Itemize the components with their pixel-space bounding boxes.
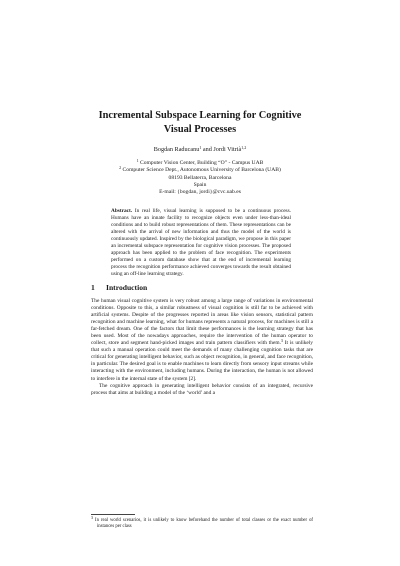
abstract-label: Abstract.	[111, 208, 133, 214]
body-paragraph: The cognitive approach in generating intelligent behavior consists of an integrated, recursive process that aims at building a model of the ‘world’ and a	[91, 382, 313, 396]
footnote-mark: 3	[91, 515, 93, 520]
affiliation-country: Spain	[193, 181, 207, 188]
section-number: 1	[91, 283, 95, 292]
title-line-1: Incremental Subspace Learning for Cognitive	[98, 110, 302, 121]
affiliation-mark: 1	[136, 158, 139, 163]
affiliation-city: 08193 Bellaterra, Barcelona	[168, 174, 232, 181]
title-line-2: Visual Processes	[163, 124, 237, 135]
affiliation-text: Computer Science Dept., Autonomous University of Barcelona (UAB)	[122, 167, 281, 174]
section-heading	[91, 283, 147, 292]
author-name: Bogdan Raducanu	[153, 146, 200, 153]
author-separator: and	[201, 146, 214, 153]
section-body	[91, 298, 313, 397]
footnote-rule	[91, 514, 135, 515]
paper-title	[60, 109, 340, 137]
paragraph-text: It is unlikely that such a manual operation could meet the demands of many challenging cognition tasks that are critical for generating intelligent behavior, such as object recognition, in general, and face recognition, in particular. The desired goal is to enable machines to learn directly from sensory input streams while interacting with the environment, including humans. During the interaction, the human is not allowed to interfere in the internal state of the system [2].	[91, 340, 313, 382]
author-affiliation-mark: 1,2	[241, 145, 247, 150]
footnote	[91, 515, 313, 530]
affiliation-line	[60, 167, 340, 174]
abstract-text: In real life, visual learning is supposed to be a continuous process. Humans have an innate facility to recognize objects even under less-than-ideal conditions and to build robust representations of them. These representations can be altered with the arrival of new information and thus the model of the world is continuously updated. Inspired by the biological paradigm, we propose in this paper an incremental subspace representation for cognitive vision processes. The proposed approach has been applied to the problem of face recognition. The experiments performed on a custom database show that at the end of incremental learning process the recognition performance achieved converges towards the result obtained using an off-line learning strategy.	[111, 208, 292, 277]
footnote-body	[91, 515, 313, 530]
footnote-text: In real world scenarios, it is unlikely to know beforehand the number of total classes or the exact number of instances per class	[95, 518, 313, 530]
affiliation-mark: 2	[119, 165, 122, 171]
body-paragraph	[91, 298, 313, 383]
abstract	[111, 208, 291, 278]
author-list	[60, 146, 340, 154]
section-title: Introduction	[106, 283, 148, 292]
author-name: Jordi Vitrià	[213, 146, 242, 153]
author-affiliation-mark: 1	[199, 145, 202, 150]
affiliation-text: Computer Vision Center, Building “O” - Campus UAB	[140, 160, 264, 166]
contact-email: E-mail: {bogdan, jordi}@cvc.uab.es	[159, 189, 241, 196]
footnote-reference: 3	[280, 338, 283, 344]
paragraph-text: The human visual cognitive system is very robust among a large range of variations in environmental conditions. Opposite to this, a similar robustness of visual cognition is still far to be achieved with artificial systems. Despite of the progresses reported in areas like vision sensors, statistical pattern recognition and machine learning, what for humans represents a natural process, for machines is still a far-fetched dream. One of the factors that limit these performances is the learning strategy that has been used. Most of the nowadays approaches, require the intervention of the human operator to collect, store and segment hand-picked images and train pattern classifiers with them.	[91, 298, 313, 347]
affiliations	[60, 160, 340, 196]
